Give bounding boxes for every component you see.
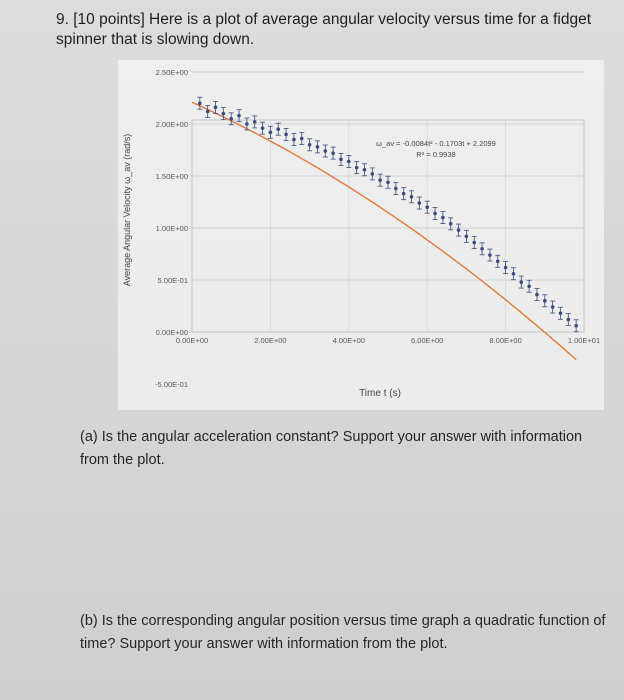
data-point: [323, 149, 327, 153]
trendline-r-squared: R² = 0.9938: [416, 150, 456, 159]
x-tick-label: 6.00E+00: [411, 336, 444, 345]
part-a-question: (a) Is the angular acceleration constant? Support your answer with information from the plot.: [80, 429, 583, 468]
data-point: [276, 127, 280, 131]
data-point: [394, 187, 398, 191]
data-point: [308, 143, 312, 147]
data-point: [402, 192, 406, 196]
y-tick-label: 1.50E+00: [155, 172, 188, 181]
data-point: [551, 305, 555, 309]
data-point: [347, 160, 351, 164]
data-point: [574, 324, 578, 328]
chart-area: [118, 60, 604, 410]
data-point: [418, 201, 422, 205]
data-point: [300, 137, 304, 141]
velocity-time-chart: [118, 60, 604, 410]
data-point: [410, 195, 414, 199]
data-point: [512, 272, 516, 276]
data-point: [316, 145, 320, 149]
data-point: [198, 101, 202, 105]
y-tick-label: 0.00E+00: [155, 328, 188, 337]
x-tick-label: 0.00E+00: [175, 336, 209, 345]
trendline-equation: ω_av = -0.0084t² - 0.1703t + 2.2099: [376, 139, 496, 148]
data-point: [559, 311, 563, 315]
y-axis-label: Average Angular Velocity ω_av (rad/s): [122, 133, 132, 287]
data-point: [425, 205, 429, 209]
data-point: [433, 212, 437, 216]
data-point: [363, 168, 367, 172]
data-point: [261, 126, 265, 130]
y-tick-label: -5.00E-01: [155, 380, 188, 389]
data-point: [519, 280, 523, 284]
data-point: [488, 253, 492, 257]
question-header: 9. [10 points] Here is a plot of average angular velocity versus time for a fidget spinner that is slowing down.: [56, 11, 592, 48]
data-point: [567, 318, 571, 322]
data-point: [269, 131, 273, 135]
data-point: [222, 112, 226, 116]
x-axis-label: Time t (s): [359, 388, 401, 399]
data-point: [253, 120, 257, 124]
data-point: [441, 216, 445, 220]
data-point: [284, 133, 288, 137]
data-point: [339, 158, 343, 162]
data-point: [480, 247, 484, 251]
data-point: [543, 299, 547, 303]
data-point: [245, 122, 249, 126]
data-point: [504, 266, 508, 270]
data-point: [229, 117, 233, 121]
x-tick-label: 8.00E+00: [489, 336, 522, 345]
data-point: [331, 151, 335, 155]
part-b-question: (b) Is the corresponding angular position versus time graph a quadratic function of time? Support your answer with information from the plot.: [80, 613, 606, 652]
data-point: [457, 228, 461, 232]
y-tick-label: 1.00E+00: [155, 224, 188, 233]
data-point: [527, 284, 531, 288]
chart-background: [118, 60, 604, 410]
x-tick-label: 1.00E+01: [567, 336, 601, 345]
data-point: [378, 178, 382, 182]
data-point: [292, 138, 296, 142]
data-point: [496, 259, 500, 263]
data-point: [465, 235, 469, 239]
data-point: [449, 222, 453, 226]
data-point: [237, 114, 241, 118]
data-point: [472, 241, 476, 245]
data-point: [386, 180, 390, 184]
x-tick-label: 2.00E+00: [254, 336, 287, 345]
data-point: [206, 110, 210, 114]
data-point: [214, 106, 218, 110]
y-tick-label: 2.00E+00: [155, 120, 188, 129]
data-point: [355, 166, 359, 170]
data-point: [535, 293, 539, 297]
data-point: [371, 172, 375, 176]
y-tick-label: 2.50E+00: [155, 68, 188, 77]
y-tick-label: 5.00E-01: [157, 276, 188, 285]
x-tick-label: 4.00E+00: [332, 336, 365, 345]
